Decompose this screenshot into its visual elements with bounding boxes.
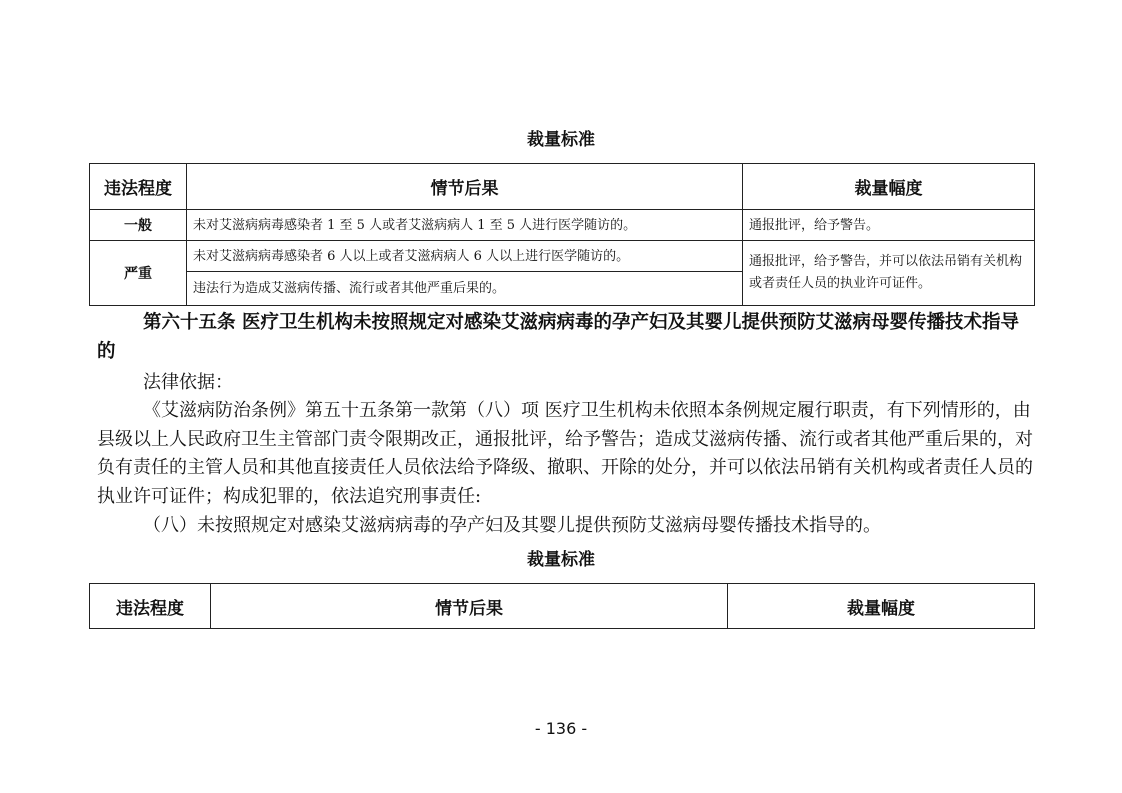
table-header-row <box>90 584 1035 629</box>
level-serious: 严重 <box>90 241 187 306</box>
legal-basis-label: 法律依据： <box>143 372 233 393</box>
header-level: 违法程度 <box>90 164 187 210</box>
table-row-serious-1 <box>90 241 1035 272</box>
legal-basis-item: （八）未按照规定对感染艾滋病病毒的孕产妇及其婴儿提供预防艾滋病母婴传播技术指导的。 <box>143 515 881 536</box>
circumstance-serious-2: 违法行为造成艾滋病传播、流行或者其他严重后果的。 <box>187 272 743 306</box>
table-header-row <box>90 164 1035 210</box>
table-row-general <box>90 210 1035 241</box>
penalty-serious: 通报批评，给予警告，并可以依法吊销有关机构或者责任人员的执业许可证件。 <box>743 241 1035 306</box>
header-circumstance: 情节后果 <box>187 164 743 210</box>
level-general: 一般 <box>90 210 187 241</box>
header-level: 违法程度 <box>90 584 211 629</box>
header-penalty: 裁量幅度 <box>728 584 1035 629</box>
table2-caption: 裁量标准 <box>527 550 595 570</box>
page-number: - 136 - <box>534 719 588 738</box>
article-title: 第六十五条 医疗卫生机构未按照规定对感染艾滋病病毒的孕产妇及其婴儿提供预防艾滋病母婴传播技术指导的 <box>97 312 1019 362</box>
discretion-table-2 <box>89 583 1035 629</box>
header-circumstance: 情节后果 <box>211 584 728 629</box>
circumstance-serious-1: 未对艾滋病病毒感染者 6 人以上或者艾滋病病人 6 人以上进行医学随访的。 <box>187 241 743 272</box>
legal-basis-text: 《艾滋病防治条例》第五十五条第一款第（八）项 医疗卫生机构未依照本条例规定履行职责，有下列情形的，由县级以上人民政府卫生主管部门责令限期改正，通报批评，给予警告；造成艾滋病传播、流行或者其他严重后果的，对负有责任的主管人员和其他直接责任人员依法给予降级、撤职、开除的处分，并可以依法吊销有关机构或者责任人员的执业许可证件；构成犯罪的，依法追究刑事责任: <box>97 400 1033 507</box>
circumstance-general: 未对艾滋病病毒感染者 1 至 5 人或者艾滋病病人 1 至 5 人进行医学随访的。 <box>187 210 743 241</box>
table1-caption: 裁量标准 <box>527 130 595 150</box>
penalty-general: 通报批评，给予警告。 <box>743 210 1035 241</box>
header-penalty: 裁量幅度 <box>743 164 1035 210</box>
discretion-table-1 <box>89 163 1035 306</box>
